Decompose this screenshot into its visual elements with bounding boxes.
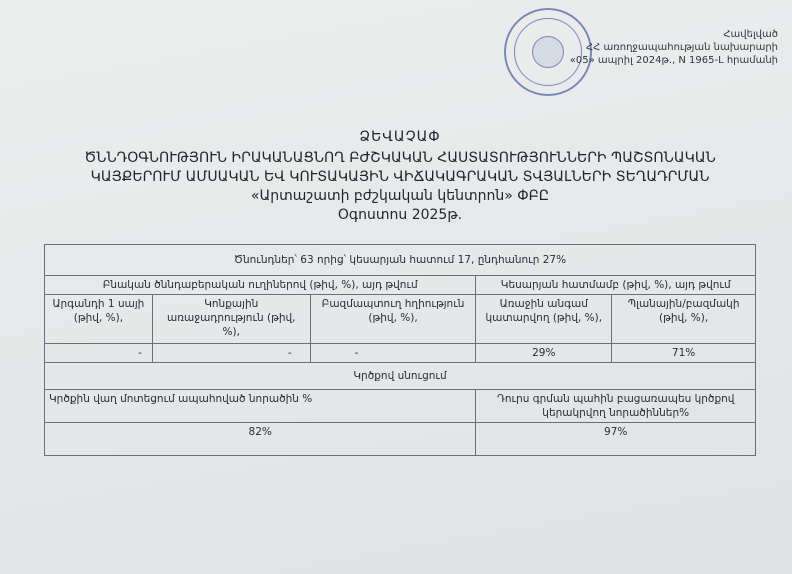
first-time-value: 29%	[476, 344, 612, 363]
approval-line-2: ՀՀ առողջապահության նախարարի	[586, 42, 778, 53]
births-summary-cell: Ծնունդներ՝ 63 որից՝ կեսարյան հատում 17, ընդհանուր 27%	[45, 245, 756, 276]
early-breastfeeding-value: 82%	[45, 423, 476, 456]
first-time-header: Առաջին անգամ կատարվող (թիվ, %),	[476, 295, 612, 344]
table-row	[45, 295, 756, 344]
title-line-4: «Արտաշատի բժշկական կենտրոն» ՓԲԸ	[250, 188, 550, 204]
forceps-value: -	[45, 344, 153, 363]
table-row	[45, 344, 756, 363]
table-row	[45, 363, 756, 390]
approval-line-3: «05» ապրիլ 2024թ., N 1965-L հրամանի	[569, 55, 778, 66]
pelvic-value: -	[152, 344, 310, 363]
breastfeeding-header: Կրծքով սնուցում	[45, 363, 756, 390]
table-row	[45, 276, 756, 295]
cesarean-header: Կեսարյան հատմամբ (թիվ, %), այդ թվում	[476, 276, 756, 295]
planned-emergency-header: Պլանային/բազմակի (թիվ, %),	[612, 295, 756, 344]
multiple-header: Բազմապտուղ հղիություն (թիվ, %),	[310, 295, 476, 344]
title-line-5: Օգոստոս 2025թ.	[337, 207, 463, 223]
pelvic-header: Կոնքային առաջադրություն (թիվ, %),	[152, 295, 310, 344]
exclusive-breastfeeding-value: 97%	[476, 423, 756, 456]
early-breastfeeding-label: Կրծքին վաղ մոտեցում ապահոված նորածին %	[45, 390, 476, 423]
natural-birth-header: Բնական ծննդաբերական ուղիներով (թիվ, %), այդ թվում	[45, 276, 476, 295]
forceps-header: Արգանդի 1 սայի (թիվ, %),	[45, 295, 153, 344]
approval-note	[508, 28, 778, 67]
multiple-value: -	[310, 344, 476, 363]
table-row	[45, 390, 756, 423]
title-line-3: ԿԱՅՔԵՐՈՒՄ ԱՄՍԱԿԱՆ ԵՎ ԿՈՒՏԱԿԱՅԻՆ ՎԻՃԱԿԱԳՐԱԿԱՆ ՏՎՅԱԼՆԵՐԻ ՏԵՂԱԴՐՄԱՆ	[90, 169, 710, 185]
title-line-1: ՁԵՎԱՉԱՓ	[359, 129, 441, 145]
approval-line-1: Հավելված	[723, 29, 778, 40]
planned-emergency-value: 71%	[612, 344, 756, 363]
table-row	[45, 423, 756, 456]
table-row	[45, 245, 756, 276]
document-title	[40, 128, 760, 225]
statistics-table	[44, 244, 756, 456]
exclusive-breastfeeding-label: Դուրս գրման պահին բացառապես կրծքով կերակրվող նորածիններ%	[476, 390, 756, 423]
title-line-2: ԾՆՆԴՕԳՆՈՒԹՅՈՒՆ ԻՐԱԿԱՆԱՑՆՈՂ ԲԺՇԿԱԿԱՆ ՀԱՍՏԱՏՈՒԹՅՈՒՆՆԵՐԻ ՊԱՇՏՈՆԱԿԱՆ	[84, 150, 716, 166]
